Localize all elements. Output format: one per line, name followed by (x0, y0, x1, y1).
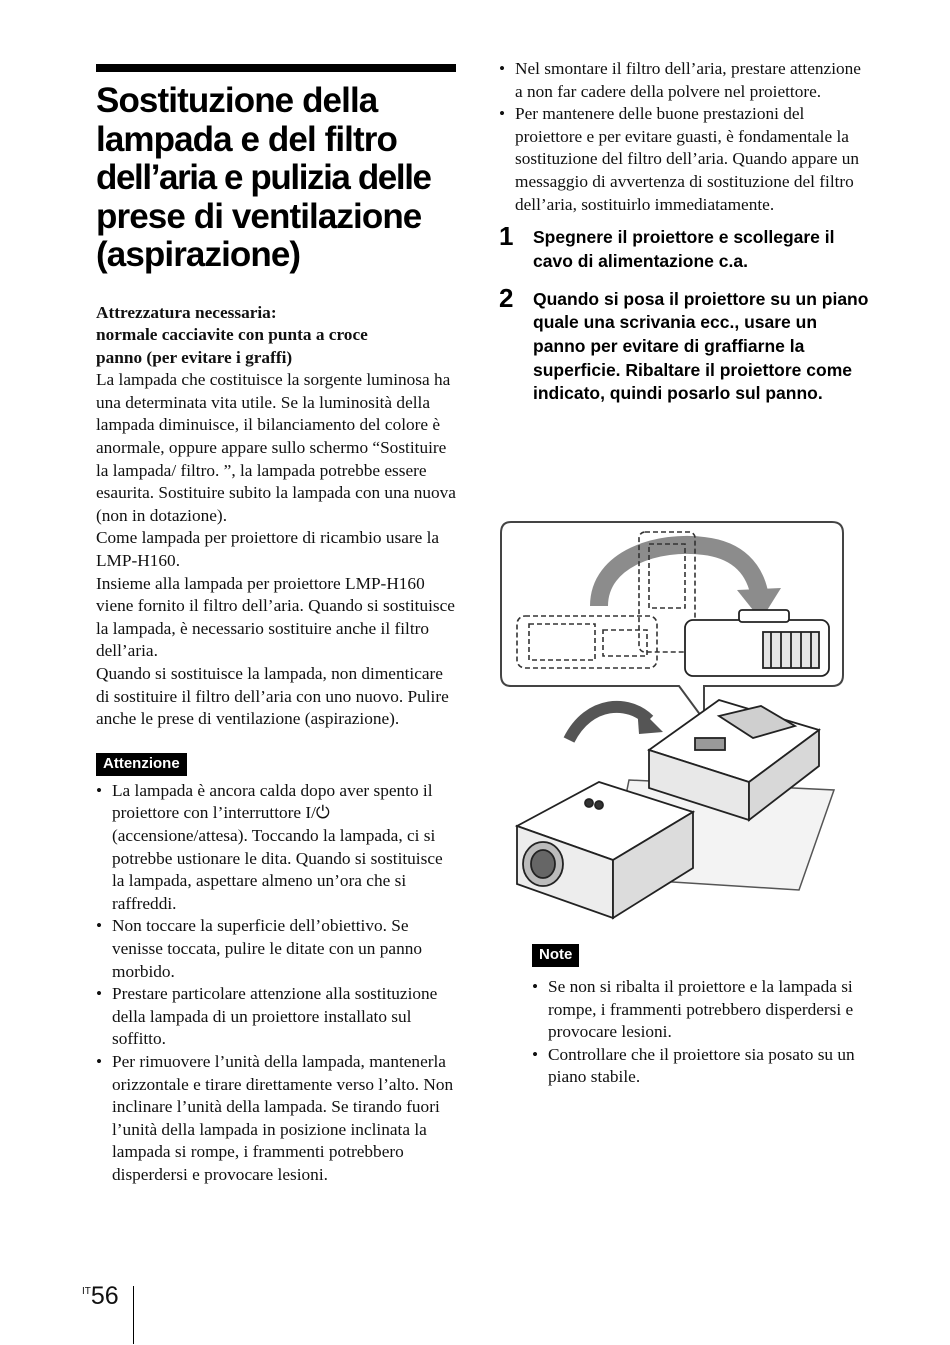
title-line: lampada e del filtro (96, 119, 397, 159)
right-column (499, 58, 869, 420)
intro-paragraph: Come lampada per proiettore di ricambio usare la LMP-H160. (96, 528, 440, 571)
flip-arrowhead-icon (637, 706, 663, 734)
title-line: dell’aria e pulizia delle (96, 158, 431, 197)
step-text: Spegnere il proiettore e scollegare il cavo di alimentazione c.a. (533, 227, 835, 271)
intro-paragraph: Insieme alla lampada per proiettore LMP-H160 viene fornito il filtro dell’aria. Quando si sostituisce la lampada, è necessario sostituire anche il filtro dell’aria. (96, 573, 455, 661)
page-number (82, 1282, 119, 1311)
page-language: IT (82, 1286, 91, 1297)
note-list (532, 976, 872, 1089)
filter-notes-list (499, 58, 869, 216)
filter-note-item: • Nel smontare il filtro dell’aria, prestare attenzione a non far cadere della polvere nel proiettore. (499, 58, 869, 103)
note-item: • Se non si ribalta il proiettore e la lampada si rompe, i frammenti potrebbero disperdersi e provocare lesioni. (532, 976, 872, 1044)
attention-item: • La lampada è ancora calda dopo aver spento il proiettore con l’interruttore I/⏻ (accensione/attesa). Toccando la lampada, ci si potrebbe ustionare le dita. Quando si sostituisce la lampada, aspettare almeno un’ora che si raffreddi. (96, 780, 458, 916)
step-number: 2 (499, 282, 514, 313)
intro-paragraph: La lampada che costituisce la sorgente luminosa ha una determinata vita utile. Se la luminosità della lampada diminuisce, il bilanciamento del colore è anormale, oppure appare sullo schermo “Sostituire la lampada/ filtro. ”, la lampada potrebbe essere esaurita. Sostituire subito la lampada con una nuova (non in dotazione). (96, 370, 456, 525)
note-item: • Controllare che il proiettore sia posato su un piano stabile. (532, 1044, 872, 1089)
note-label: Note (532, 944, 579, 967)
attention-list (96, 780, 458, 1187)
intro-paragraph: Quando si sostituisce la lampada, non dimenticare di sostituire il filtro dell’aria con uno nuovo. Pulire anche le prese di ventilazione (aspirazione). (96, 664, 449, 729)
step-number: 1 (499, 221, 514, 252)
page-number-rule (133, 1286, 134, 1344)
attention-item: • Per rimuovere l’unità della lampada, mantenerla orizzontale e tirare direttamente verso l’alto. Non inclinare l’unità della lampada. Se tirando fuori l’unità della lampada in posizione inclinata la lampada si rompe, i frammenti potrebbero disperdersi e provocare lesioni. (96, 1051, 458, 1187)
filter-note-item: • Per mantenere delle buone prestazioni del proiettore e per evitare guasti, è fondamentale la sostituzione del filtro dell’aria. Quando appare un messaggio di avvertenza di sostituzione del filtro dell’aria, sostituirlo immediatamente. (499, 103, 869, 216)
flip-arrow-icon (569, 707, 649, 740)
title-line: Sostituzione della (96, 81, 378, 120)
equipment-cloth: panno (per evitare i graffi) (96, 347, 293, 367)
left-column (96, 64, 458, 1186)
step-1 (499, 221, 869, 273)
step-2 (499, 282, 869, 407)
equipment-screwdriver: normale cacciavite con punta a croce (96, 325, 368, 345)
page-title (96, 82, 458, 275)
attention-item: • Prestare particolare attenzione alla sostituzione della lampada di un proiettore installato sul soffitto. (96, 983, 458, 1051)
equipment-block (96, 302, 458, 731)
equipment-heading: Attrezzatura necessaria: (96, 302, 277, 322)
title-rule (96, 64, 456, 72)
projector-flip-illustration (499, 520, 844, 930)
title-line: (aspirazione) (96, 235, 301, 274)
page-number-value: 56 (90, 1282, 119, 1310)
projector-flipped (685, 610, 829, 676)
attention-item: • Non toccare la superficie dell’obiettivo. Se venisse toccata, pulire le ditate con un panno morbido. (96, 915, 458, 983)
attention-label: Attenzione (96, 753, 187, 776)
title-line: prese di ventilazione (96, 196, 422, 236)
steps (499, 221, 869, 406)
step-text: Quando si posa il proiettore su un piano quale una scrivania ecc., usare un panno per evitare di graffiarne la superficie. Ribaltare il proiettore come indicato, quindi posarlo sul panno. (533, 288, 869, 404)
